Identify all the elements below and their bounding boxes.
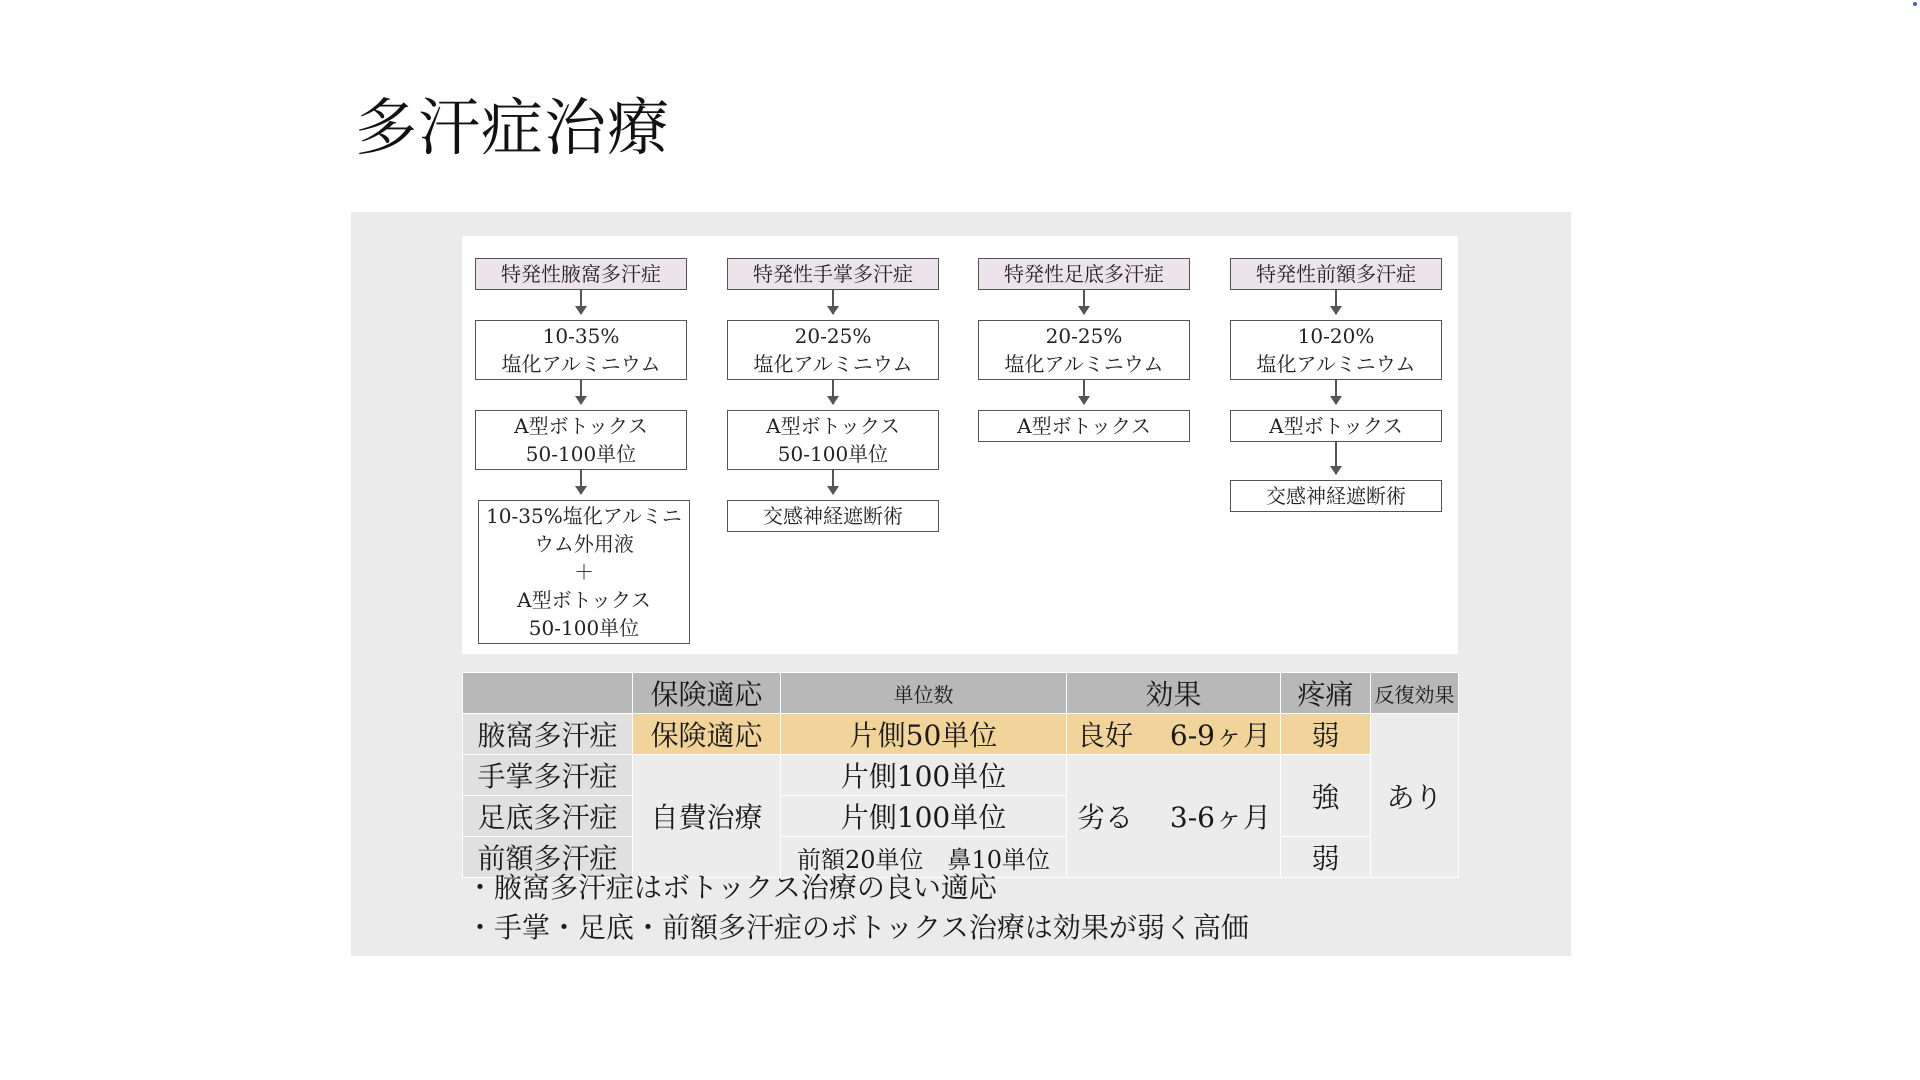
flow-arrow [832, 380, 834, 404]
flow-step-sympathectomy [1230, 480, 1442, 512]
flow-step-line: 20-25% [794, 324, 872, 348]
table-row [463, 714, 1459, 755]
flow-head-label: 特発性足底多汗症 [1004, 262, 1164, 286]
flow-head-label: 特発性手掌多汗症 [753, 262, 913, 286]
flow-arrow [1335, 290, 1337, 314]
table-header-cell: 効果 [1067, 673, 1281, 714]
flow-step-combined [478, 500, 690, 644]
flow-step-line: A型ボトックス [514, 414, 648, 438]
flow-step-line: A型ボトックス [1269, 414, 1403, 438]
flow-arrow [580, 380, 582, 404]
table-header-cell: 疼痛 [1281, 673, 1371, 714]
flow-arrow [1335, 442, 1337, 474]
flow-step-line: 50-100単位 [528, 616, 640, 640]
note-line: ・腋窩多汗症はボトックス治療の良い適応 [466, 871, 997, 904]
flow-step-line: 交感神経遮断術 [763, 504, 903, 528]
table-row [463, 755, 1459, 796]
table-header-row [463, 673, 1459, 714]
flow-arrow [580, 290, 582, 314]
flow-arrow [832, 290, 834, 314]
row-label: 前額多汗症 [463, 837, 633, 878]
flow-step-line: 塩化アルミニウム [501, 352, 661, 376]
units-cell: 片側50単位 [781, 714, 1067, 755]
table-header-cell: 反復効果 [1371, 673, 1459, 714]
flow-step-line: 50-100単位 [525, 442, 637, 466]
insurance-cell: 保険適応 [633, 714, 781, 755]
flow-step-line: 塩化アルミニウム [753, 352, 913, 376]
note-line: ・手掌・足底・前額多汗症のボトックス治療は効果が弱く高価 [466, 911, 1249, 944]
row-label: 腋窩多汗症 [463, 714, 633, 755]
table-header-cell: 保険適応 [633, 673, 781, 714]
flow-step-botox [978, 410, 1190, 442]
flow-step-line: A型ボトックス [766, 414, 900, 438]
flow-step-line: 50-100単位 [777, 442, 889, 466]
flow-step-line: ＋ [574, 560, 594, 584]
flow-step-line: 10-35%塩化アルミニ [486, 504, 682, 528]
flow-step-aluminum [978, 320, 1190, 380]
flow-head-palmar [727, 258, 939, 290]
slide-title: 多汗症治療 [355, 91, 671, 164]
flow-arrow [832, 470, 834, 494]
flow-arrow [580, 470, 582, 494]
flow-step-line: 10-20% [1297, 324, 1375, 348]
treatment-flowchart [462, 236, 1458, 654]
flow-step-sympathectomy [727, 500, 939, 532]
comparison-table [462, 672, 1459, 878]
flow-step-line: A型ボトックス [1017, 414, 1151, 438]
flow-step-aluminum [475, 320, 687, 380]
units-cell: 片側100単位 [781, 796, 1067, 837]
flow-head-axillary [475, 258, 687, 290]
flow-step-line: 塩化アルミニウム [1256, 352, 1416, 376]
table-header-cell [463, 673, 633, 714]
pain-cell: 強 [1281, 755, 1371, 837]
flow-step-line: 10-35% [542, 324, 620, 348]
flow-head-forehead [1230, 258, 1442, 290]
flow-head-label: 特発性腋窩多汗症 [501, 262, 661, 286]
repeat-cell: あり [1371, 714, 1459, 878]
summary-notes [466, 868, 1249, 948]
pain-cell: 弱 [1281, 837, 1371, 878]
flow-arrow [1083, 380, 1085, 404]
flow-head-plantar [978, 258, 1190, 290]
corner-marker [1913, 2, 1917, 6]
flow-step-line: ウム外用液 [534, 532, 634, 556]
flow-head-label: 特発性前額多汗症 [1256, 262, 1416, 286]
effect-cell: 劣る 3-6ヶ月 [1067, 755, 1281, 878]
table-header-cell: 単位数 [781, 673, 1067, 714]
row-label: 足底多汗症 [463, 796, 633, 837]
effect-cell: 良好 6-9ヶ月 [1067, 714, 1281, 755]
flow-step-line: 塩化アルミニウム [1004, 352, 1164, 376]
units-cell: 前額20単位 鼻10単位 [781, 837, 1067, 878]
flow-step-line: 交感神経遮断術 [1266, 484, 1406, 508]
row-label: 手掌多汗症 [463, 755, 633, 796]
flow-arrow [1083, 290, 1085, 314]
flow-arrow [1335, 380, 1337, 404]
flow-step-botox [727, 410, 939, 470]
flow-step-aluminum [1230, 320, 1442, 380]
flow-step-botox [1230, 410, 1442, 442]
flow-step-line: A型ボトックス [517, 588, 651, 612]
flow-step-line: 20-25% [1045, 324, 1123, 348]
pain-cell: 弱 [1281, 714, 1371, 755]
flow-step-botox [475, 410, 687, 470]
insurance-cell: 自費治療 [633, 755, 781, 878]
flow-step-aluminum [727, 320, 939, 380]
units-cell: 片側100単位 [781, 755, 1067, 796]
